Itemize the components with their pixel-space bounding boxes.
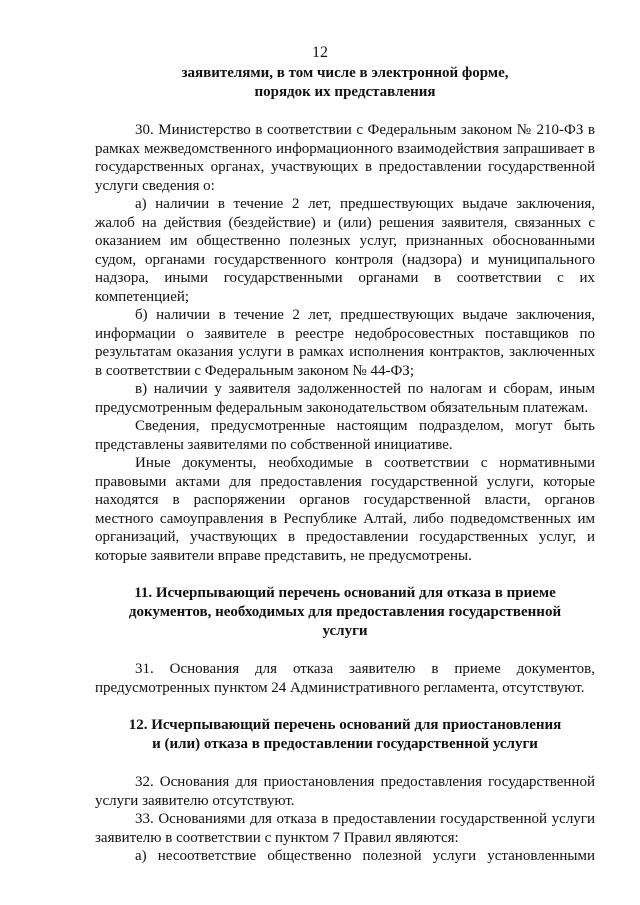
paragraph-block	[95, 660, 595, 697]
paragraph-30: 30. Министерство в соответствии с Федеральным законом № 210-ФЗ в рамках межведомственного информационного взаимодействия запрашивает в государственных органах, участвующих в предоставлении государственной услуги сведения о:	[95, 122, 595, 194]
page-number: 12	[312, 44, 328, 61]
heading-line: 11. Исчерпывающий перечень оснований для отказа в приеме	[134, 585, 556, 601]
section-heading-top	[95, 64, 595, 102]
page-content	[95, 64, 595, 866]
heading-line: 12. Исчерпывающий перечень оснований для приостановления	[128, 717, 562, 733]
section-11-heading	[95, 584, 595, 641]
heading-line: заявителями, в том числе в электронной форме,	[181, 65, 509, 81]
heading-line: документов, необходимых для предоставления государственной	[128, 604, 562, 620]
paragraph-info: Сведения, предусмотренные настоящим подразделом, могут быть представлены заявителями по собственной инициативе.	[95, 418, 595, 453]
paragraph-32: 32. Основания для приостановления предоставления государственной услуги заявителю отсутствуют.	[95, 774, 595, 809]
paragraph-31: 31. Основания для отказа заявителю в приеме документов, предусмотренных пунктом 24 Административного регламента, отсутствуют.	[95, 661, 595, 696]
section-12-heading	[95, 716, 595, 754]
heading-line: порядок их представления	[254, 84, 436, 100]
heading-line: услуги	[322, 623, 368, 639]
paragraph-30-v: в) наличии у заявителя задолженностей по налогам и сборам, иным предусмотренным федеральным законодательством обязательным платежам.	[95, 381, 595, 416]
heading-line: и (или) отказа в предоставлении государственной услуги	[152, 736, 538, 752]
paragraph-other-docs: Иные документы, необходимые в соответствии с нормативными правовыми актами для предоставления государственной услуги, которые находятся в распоряжении органов государственной власти, органов местного самоуправления в Республике Алтай, либо подведомственных им организаций, участвующих в предоставлении государственных услуг, и которые заявители вправе представить, не предусмотрены.	[95, 455, 595, 564]
paragraph-33: 33. Основаниями для отказа в предоставлении государственной услуги заявителю в соответствии с пунктом 7 Правил являются:	[95, 811, 595, 846]
paragraph-30-a: а) наличии в течение 2 лет, предшествующих выдаче заключения, жалоб на действия (бездействие) и (или) решения заявителя, связанных с оказанием им общественно полезных услуг, признанных обоснованными судом, органами государственного контроля (надзора) и муниципального надзора, иными государственными органами в соответствии с их компетенцией;	[95, 196, 595, 305]
paragraph-block	[95, 773, 595, 866]
paragraph-block	[95, 121, 595, 565]
paragraph-30-b: б) наличии в течение 2 лет, предшествующих выдаче заключения, информации о заявителе в реестре недобросовестных поставщиков по результатам оказания услуги в рамках исполнения контрактов, заключенных в соответствии с Федеральным законом № 44-ФЗ;	[95, 307, 595, 379]
paragraph-33-a: а) несоответствие общественно полезной услуги установленными	[135, 848, 595, 864]
